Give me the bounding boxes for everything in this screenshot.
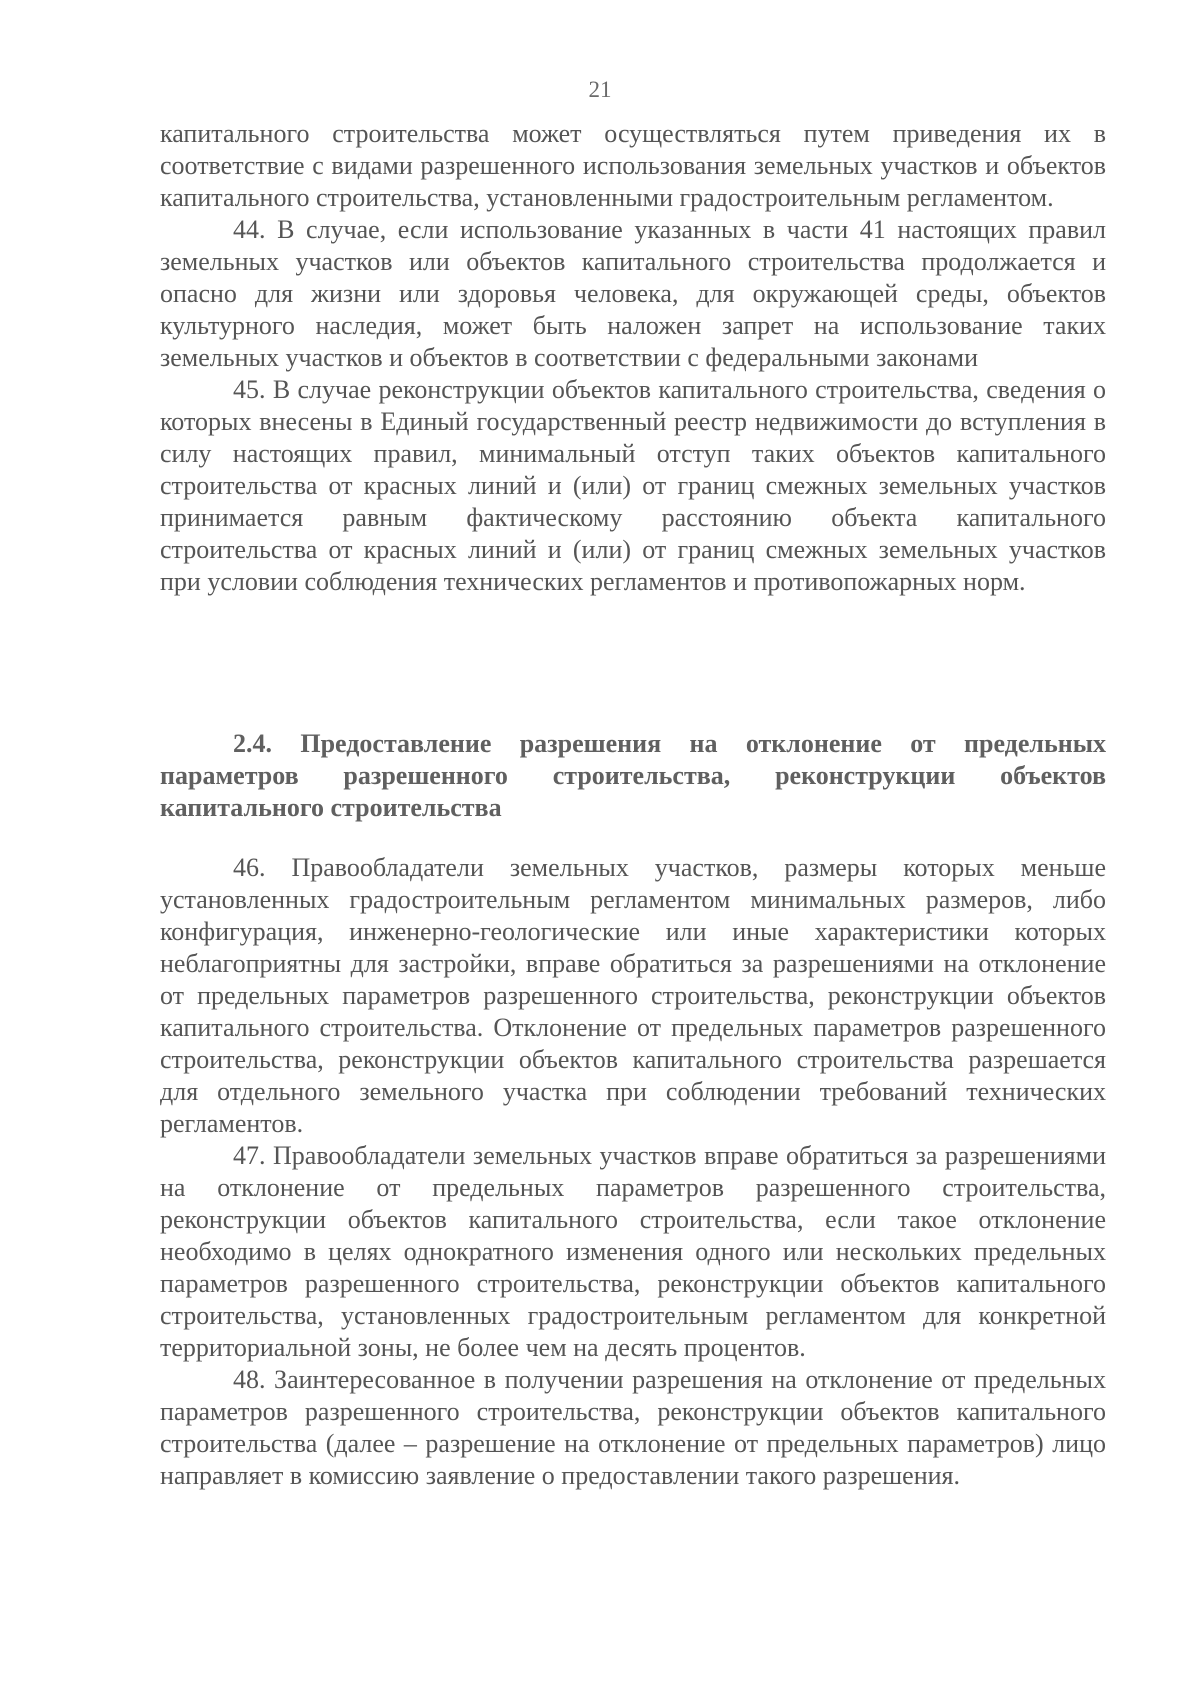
paragraph-45: 45. В случае реконструкции объектов капитального строительства, сведения о которых внесены в Единый государственный реестр недвижимости до вступления в силу настоящих правил, минимальный отступ таких объектов капитального строительства от красных линий и (или) от границ смежных земельных участков принимается равным фактическому расстоянию объекта капитального строительства от красных линий и (или) от границ смежных земельных участков при условии соблюдения технических регламентов и противопожарных норм. — [160, 375, 1106, 596]
paragraph-44: 44. В случае, если использование указанных в части 41 настоящих правил земельных участков или объектов капитального строительства продолжается и опасно для жизни или здоровья человека, для окружающей среды, объектов культурного наследия, может быть наложен запрет на использование таких земельных участков и объектов в соответствии с федеральными законами — [160, 215, 1106, 372]
paragraph-46: 46. Правообладатели земельных участков, размеры которых меньше установленных градостроительным регламентом минимальных размеров, либо конфигурация, инженерно-геологические или иные характеристики которых неблагоприятны для застройки, вправе обратиться за разрешениями на отклонение от предельных параметров разрешенного строительства, реконструкции объектов капитального строительства. Отклонение от предельных параметров разрешенного строительства, реконструкции объектов капитального строительства разрешается для отдельного земельного участка при соблюдении требований технических регламентов. — [160, 853, 1106, 1138]
paragraph-47: 47. Правообладатели земельных участков вправе обратиться за разрешениями на отклонение от предельных параметров разрешенного строительства, реконструкции объектов капитального строительства, если такое отклонение необходимо в целях однократного изменения одного или нескольких предельных параметров разрешенного строительства, реконструкции объектов капитального строительства, установленных градостроительным регламентом для конкретной территориальной зоны, не более чем на десять процентов. — [160, 1141, 1106, 1362]
page-number: 21 — [588, 77, 612, 102]
paragraph-continuation: капитального строительства может осуществляться путем приведения их в соответствие с видами разрешенного использования земельных участков и объектов капитального строительства, установленными градостроительным регламентом. — [160, 119, 1106, 212]
paragraph-48: 48. Заинтересованное в получении разрешения на отклонение от предельных параметров разрешенного строительства, реконструкции объектов капитального строительства (далее – разрешение на отклонение от предельных параметров) лицо направляет в комиссию заявление о предоставлении такого разрешения. — [160, 1365, 1106, 1490]
bottom-text-block — [160, 852, 1106, 1492]
top-text-block — [160, 118, 1106, 598]
section-heading: 2.4. Предоставление разрешения на отклонение от предельных параметров разрешенного строительства, реконструкции объектов капитального строительства — [160, 729, 1106, 822]
